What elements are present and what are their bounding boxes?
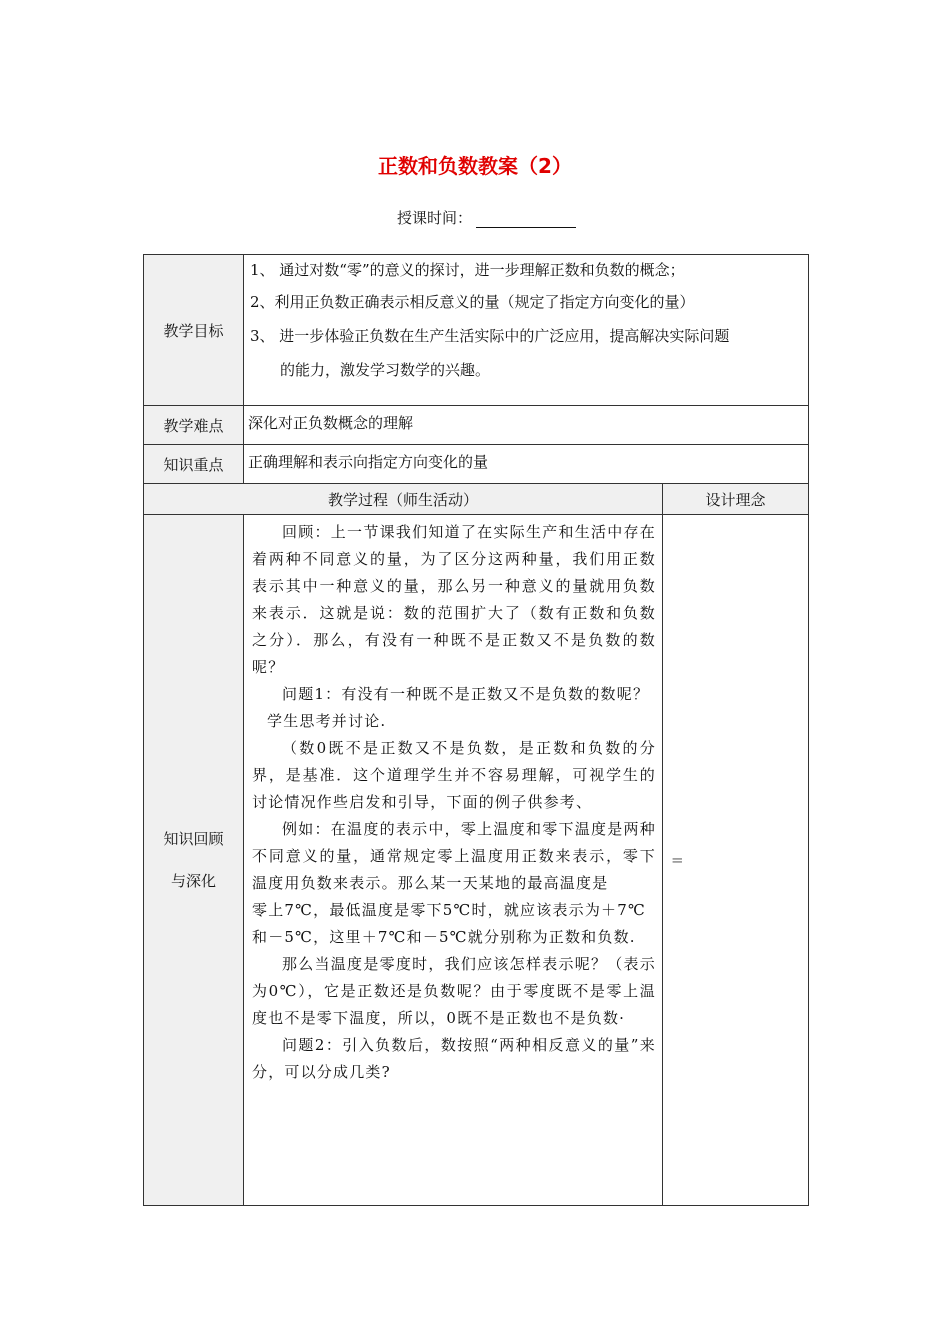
goal-item-3-cont: 的能力，激发学习数学的兴趣。	[280, 361, 491, 379]
goal-item-1: 1、 通过对数“零”的意义的探讨，进一步理解正数和负数的概念；	[250, 261, 685, 279]
difficulty-text: 深化对正负数概念的理解	[244, 406, 809, 445]
goals-content	[244, 255, 809, 406]
process-paragraph-example: 例如：在温度的表示中，零上温度和零下温度是两种不同意义的量，通常规定零上温度用正数来表示，零下温度用负数来表示。那么某一天某地的最高温度是	[252, 820, 656, 892]
process-content	[244, 515, 663, 1206]
section-label-line2: 与深化	[170, 872, 216, 890]
process-header-row	[144, 484, 809, 515]
lesson-time-label: 授课时间：	[397, 209, 473, 227]
lesson-time-blank	[476, 211, 576, 228]
process-paragraph-zero: （数0既不是正数又不是负数，是正数和负数的分界，是基准．这个道理学生并不容易理解，可视学生的讨论情况作些启发和引导，下面的例子供参考、	[252, 739, 656, 811]
process-paragraph-temp1: 零上7℃，最低温度是零下5℃时，就应该表示为＋7℃	[252, 901, 646, 919]
difficulty-row	[144, 406, 809, 445]
design-note: =	[663, 515, 809, 1206]
process-header: 教学过程（师生活动）	[144, 484, 663, 515]
document-title: 正数和负数教案（2）	[378, 154, 572, 178]
lesson-time	[397, 207, 576, 228]
process-paragraph-zero-degree: 那么当温度是零度时，我们应该怎样表示呢？（表示为0℃），它是正数还是负数呢？由于零度既不是零上温度也不是零下温度，所以，0既不是正数也不是负数·	[252, 955, 656, 1027]
keypoint-label: 知识重点	[144, 445, 244, 484]
goal-item-3: 3、 进一步体验正负数在生产生活实际中的广泛应用，提高解决实际问题	[250, 327, 730, 345]
process-row	[144, 515, 809, 1206]
process-paragraph-review: 回顾：上一节课我们知道了在实际生产和生活中存在着两种不同意义的量，为了区分这两种量，我们用正数表示其中一种意义的量，那么另一种意义的量就用负数来表示．这就是说：数的范围扩大了（数有正数和负数之分）．那么，有没有一种既不是正数又不是负数的数呢？	[252, 523, 656, 676]
difficulty-label: 教学难点	[144, 406, 244, 445]
section-label	[144, 515, 244, 1206]
goals-label: 教学目标	[144, 255, 244, 406]
goals-row	[144, 255, 809, 406]
process-paragraph-discussion: 学生思考并讨论.	[267, 712, 387, 730]
goal-item-2: 2、利用正负数正确表示相反意义的量（规定了指定方向变化的量）	[250, 293, 695, 311]
process-paragraph-temp2: 和－5℃，这里＋7℃和－5℃就分别称为正数和负数.	[252, 928, 636, 946]
process-paragraph-question1: 问题1：有没有一种既不是正数又不是负数的数呢？	[282, 685, 650, 703]
design-header: 设计理念	[663, 484, 809, 515]
keypoint-row	[144, 445, 809, 484]
lesson-plan-table	[143, 254, 809, 1206]
keypoint-text: 正确理解和表示向指定方向变化的量	[244, 445, 809, 484]
process-paragraph-question2: 问题2：引入负数后，数按照“两种相反意义的量”来分，可以分成几类?	[252, 1036, 656, 1081]
section-label-line1: 知识回顾	[163, 830, 224, 848]
